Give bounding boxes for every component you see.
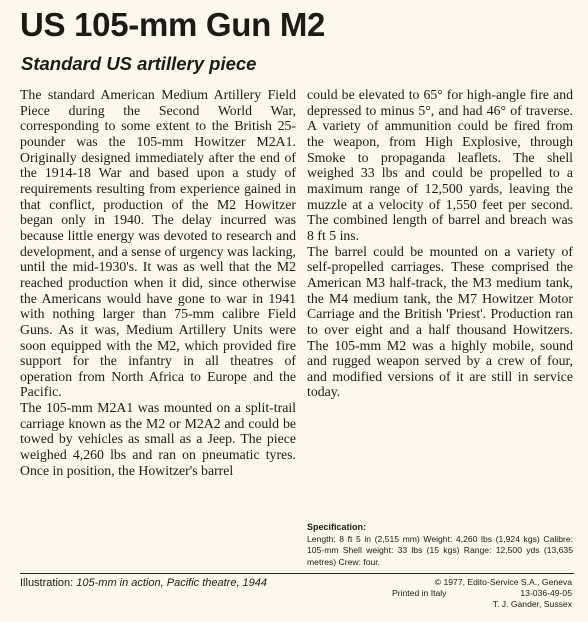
body-paragraph: The standard American Medium Artillery Field Piece during the Second World War, corresponding to some extent to the British 25-pounder was the 105-mm Howitzer M2A1. Originally designed immediately after the end of the 1914-18 War and based upon a study of requirements resulting from experience gained in that conflict, production of the M2 Howitzer began only in 1940. The delay incurred was because little energy was devoted to research and development, and a sense of urgency was lacking, until the mid-1930's. It was as well that the M2 reached production when it did, since otherwise the Americans would have gone to war in 1941 with nothing larger than 75-mm calibre Field Guns. As it was, Medium Artillery Units were soon equipped with the M2, which provided fire support for the infantry in all theatres of operation from North Africa to Europe and the Pacific. — [20, 87, 296, 400]
body-paragraph: The barrel could be mounted on a variety of self-propelled carriages. These comprised the American M3 half-track, the M3 medium tank, the M4 medium tank, the M7 Howitzer Motor Carriage and the British 'Priest'. Production ran to over eight and a half thousand Howitzers. The 105-mm M2 was a highly mobile, sound and rugged weapon served by a crew of four, and modified versions of it are still in service today. — [307, 243, 573, 400]
illustration-caption: 105-mm in action, Pacific theatre, 1944 — [76, 577, 268, 589]
printed-location: Printed in Italy — [392, 588, 447, 598]
card-code: 13-036-49-05 — [520, 588, 572, 598]
right-column — [307, 87, 573, 400]
specification-text: Length: 8 ft 5 in (2,515 mm) Weight: 4,260 lbs (1,924 kgs) Calibre: 105-mm Shell weight: 33 lbs (15 kgs) Range: 12,500 yds (13,635 metres) Crew: four. — [307, 534, 573, 567]
illustration-label: Illustration: — [20, 577, 74, 589]
specification-box — [307, 522, 573, 568]
publisher-info — [392, 577, 572, 610]
illustration-credit — [20, 577, 420, 589]
specification-label: Specification: — [307, 522, 367, 532]
page-title: US 105-mm Gun M2 — [20, 6, 326, 43]
body-paragraph: could be elevated to 65° for high-angle fire and depressed to minus 5°, and had 46° of traverse. A variety of ammunition could be fired from the weapon, from High Explosive, through Smoke to propaganda leaflets. The shell weighed 33 lbs and could be propelled to a maximum range of 12,500 yards, leaving the muzzle at a velocity of 1,550 feet per second. The combined length of barrel and breach was 8 ft 5 ins. — [307, 87, 573, 243]
left-column — [20, 87, 296, 478]
footer-divider — [20, 573, 574, 574]
page-subtitle: Standard US artillery piece — [21, 53, 257, 74]
copyright-text: © 1977, Edito-Service S.A., Geneva — [434, 577, 572, 587]
author-credit: T. J. Gander, Sussex — [492, 599, 572, 609]
body-paragraph: The 105-mm M2A1 was mounted on a split-trail carriage known as the M2 or M2A2 and could be towed by vehicles as small as a Jeep. The piece weighed 4,260 lbs and ran on pneumatic tyres. Once in position, the Howitzer's barrel — [20, 400, 296, 478]
